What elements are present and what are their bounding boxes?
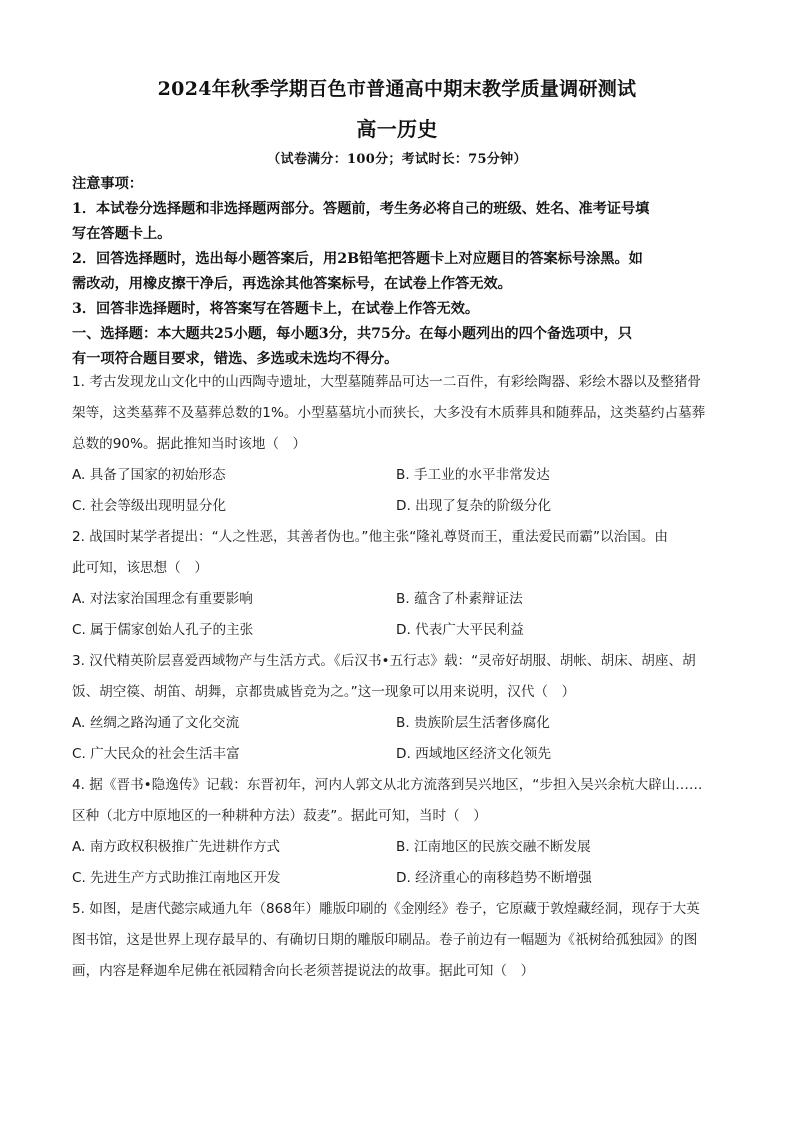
question-5-line-3: 画，内容是释迦牟尼佛在祇园精舍向长老须菩提说法的故事。据此可知（ ）	[72, 963, 535, 979]
question-4-option-d: D. 经济重心的南移趋势不断增强	[396, 870, 592, 886]
question-2-option-d: D. 代表广大平民利益	[396, 622, 524, 638]
question-2-option-a: A. 对法家治国理念有重要影响	[72, 591, 253, 607]
question-3-option-d: D. 西域地区经济文化领先	[396, 746, 552, 762]
question-3-option-c: C. 广大民众的社会生活丰富	[72, 746, 240, 762]
exam-meta: （试卷满分：100分；考试时长：75分钟）	[267, 152, 527, 167]
question-3-options-row-1	[72, 708, 732, 739]
question-2-option-c: C. 属于儒家创始人孔子的主张	[72, 622, 254, 638]
question-1-options-row-1	[72, 460, 732, 491]
question-4	[72, 770, 732, 894]
question-5	[72, 894, 732, 987]
notice-item-3: 3．回答非选择题时，将答案写在答题卡上，在试卷上作答无效。	[72, 301, 480, 317]
notice-item-1-line-2: 写在答题卡上。	[72, 226, 172, 242]
question-4-options-row-1	[72, 832, 732, 863]
question-3-option-b: B. 贵族阶层生活奢侈腐化	[396, 715, 550, 731]
question-1-option-b: B. 手工业的水平非常发达	[396, 467, 550, 483]
notice-item-2-line-2: 需改动，用橡皮擦干净后，再选涂其他答案标号，在试卷上作答无效。	[72, 276, 512, 292]
notice-block	[72, 172, 732, 372]
question-4-line-1: 4. 据《晋书•隐逸传》记载：东晋初年，河内人郭文从北方流落到吴兴地区，“步担入吴兴余杭大辟山……	[72, 777, 703, 793]
question-3-line-2: 饭、胡空篌、胡笛、胡舞，京都贵戚皆竞为之。”这一现象可以用来说明，汉代（ ）	[72, 684, 576, 700]
question-4-option-b: B. 江南地区的民族交融不断发展	[396, 839, 591, 855]
question-2	[72, 522, 732, 646]
question-5-line-2: 图书馆，这是世界上现存最早的、有确切日期的雕版印刷品。卷子前边有一幅题为《祇树给孤独园》的图	[72, 932, 698, 948]
question-1-option-d: D. 出现了复杂的阶级分化	[396, 498, 552, 514]
exam-subject: 高一历史	[356, 117, 438, 141]
section-1-line-1: 一、选择题：本大题共25小题，每小题3分，共75分。在每小题列出的四个备选项中，只	[72, 326, 633, 342]
question-1-line-3: 总数的90%。据此推知当时该地（ ）	[72, 436, 307, 452]
section-1-line-2: 有一项符合题目要求，错选、多选或未选均不得分。	[72, 351, 399, 367]
question-4-option-c: C. 先进生产方式助推江南地区开发	[72, 870, 281, 886]
question-2-line-2: 此可知，该思想（ ）	[72, 560, 208, 576]
question-2-option-b: B. 蕴含了朴素辩证法	[396, 591, 523, 607]
notice-item-2-line-1: 2．回答选择题时，选出每小题答案后，用2B铅笔把答题卡上对应题目的答案标号涂黑。如	[72, 251, 643, 267]
notice-heading: 注意事项：	[72, 176, 143, 192]
question-4-line-2: 区种（北方中原地区的一种耕种方法）菽麦”。据此可知，当时（ ）	[72, 808, 487, 824]
question-4-option-a: A. 南方政权积极推广先进耕作方式	[72, 839, 281, 855]
question-3-option-a: A. 丝绸之路沟通了文化交流	[72, 715, 240, 731]
question-5-line-1: 5. 如图，是唐代懿宗咸通九年（868年）雕版印刷的《金刚经》卷子，它原藏于敦煌藏经洞，现存于大英	[72, 901, 700, 917]
question-1-option-c: C. 社会等级出现明显分化	[72, 498, 227, 514]
question-3-line-1: 3. 汉代精英阶层喜爱西域物产与生活方式。《后汉书•五行志》载：“灵帝好胡服、胡帐、胡床、胡座、胡	[72, 653, 696, 669]
question-3-options-row-2	[72, 739, 732, 770]
question-1-option-a: A. 具备了国家的初始形态	[72, 467, 226, 483]
question-1	[72, 367, 732, 522]
question-2-line-1: 2. 战国时某学者提出：“人之性恶，其善者伪也。”他主张“隆礼尊贤而王，重法爱民而霸”以治国。由	[72, 529, 669, 545]
questions-block	[72, 367, 732, 987]
question-1-line-2: 架等，这类墓葬不及墓葬总数的1%。小型墓墓坑小而狭长，大多没有木质葬具和随葬品，这类墓约占墓葬	[72, 405, 706, 421]
question-1-options-row-2	[72, 491, 732, 522]
question-2-options-row-2	[72, 615, 732, 646]
question-4-options-row-2	[72, 863, 732, 894]
exam-title: 2024年秋季学期百色市普通高中期末教学质量调研测试	[157, 78, 637, 100]
question-2-options-row-1	[72, 584, 732, 615]
notice-item-1-line-1: 1．本试卷分选择题和非选择题两部分。答题前，考生务必将自己的班级、姓名、准考证号填	[72, 201, 650, 217]
question-3	[72, 646, 732, 770]
question-1-line-1: 1. 考古发现龙山文化中的山西陶寺遗址，大型墓随葬品可达一二百件，有彩绘陶器、彩绘木器以及整猪骨	[72, 374, 702, 390]
